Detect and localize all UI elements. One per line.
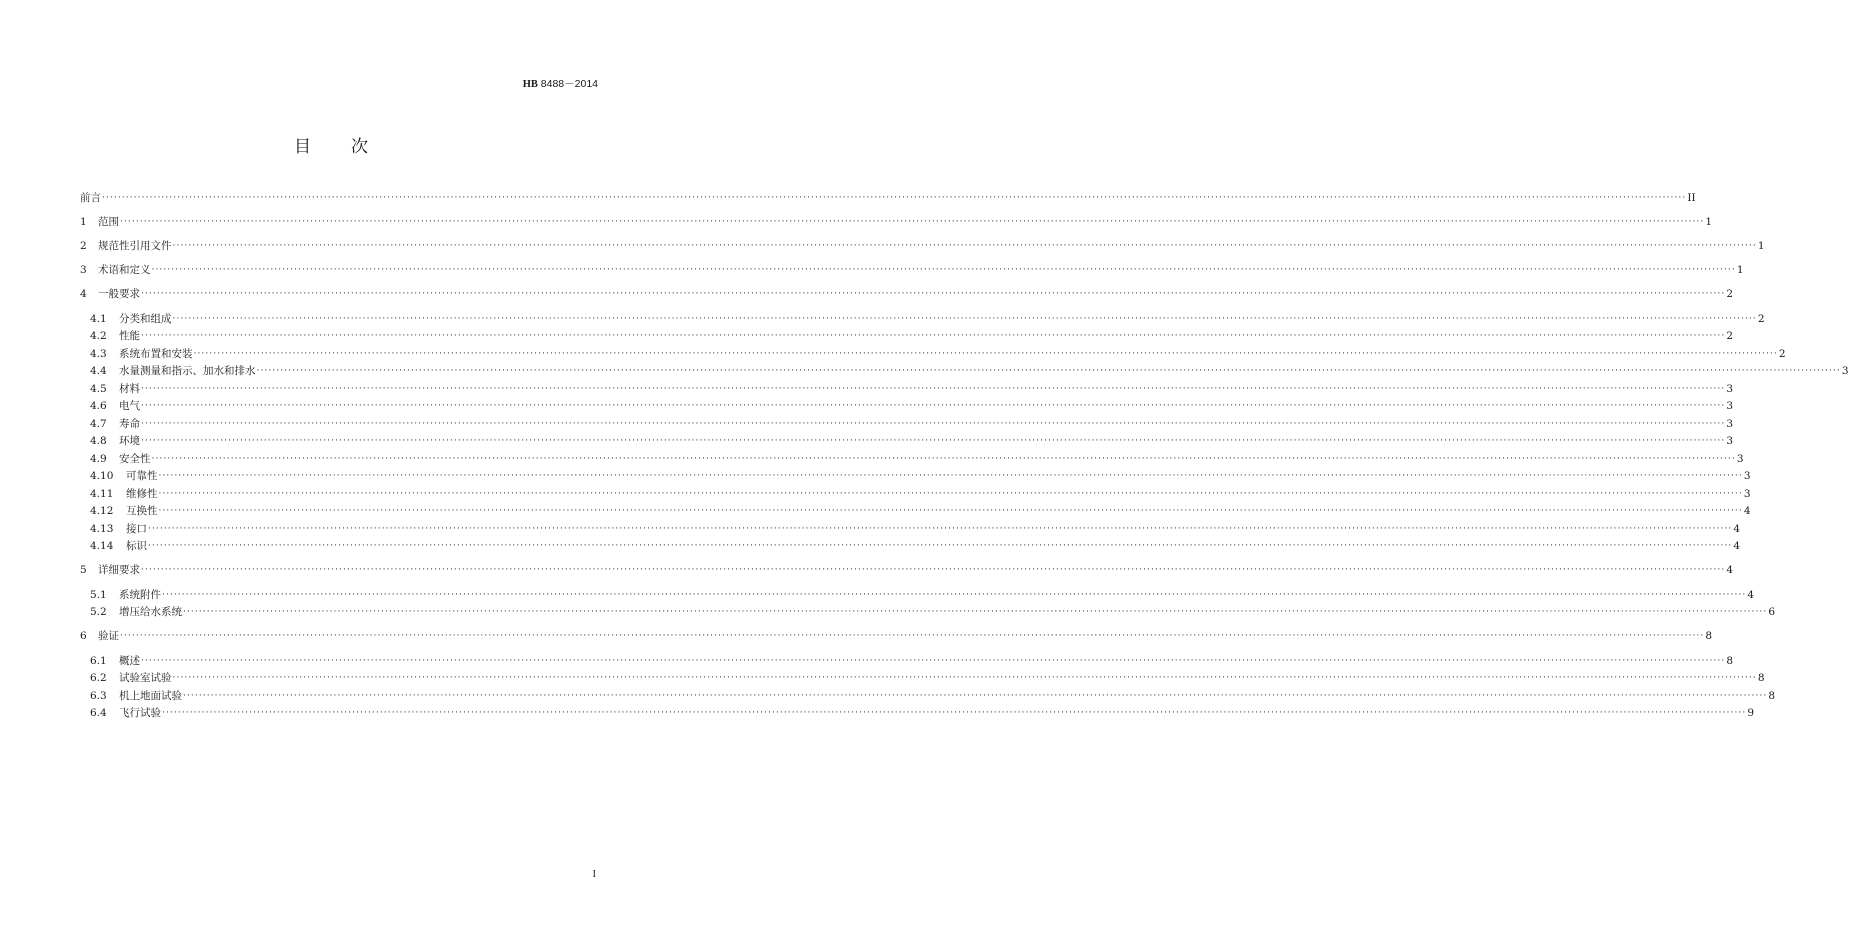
toc-entry[interactable]	[90, 347, 1786, 361]
toc-entry-page: 4	[1743, 505, 1751, 517]
toc-entry-label: 范围	[98, 216, 119, 228]
toc-entry-number: 4.3	[90, 348, 107, 360]
toc-entry-page: 4	[1733, 540, 1741, 552]
toc-entry[interactable]	[90, 671, 1765, 685]
toc-entry-number: 6.3	[90, 690, 107, 702]
toc-entry[interactable]	[80, 563, 1734, 577]
toc-entry[interactable]	[90, 452, 1744, 466]
toc-entry-label: 标识	[126, 540, 147, 552]
toc-entry[interactable]	[90, 487, 1751, 501]
title-char-2: 次	[351, 137, 368, 157]
toc-entry[interactable]	[90, 434, 1734, 448]
dot-leader: ················································································································································································································································································································································································································	[141, 289, 1726, 299]
toc-entry-page: 3	[1726, 400, 1734, 412]
toc-entry-page: II	[1687, 192, 1696, 204]
toc-entry[interactable]	[90, 399, 1734, 413]
toc-entry-number: 4.10	[90, 470, 114, 482]
toc-entry-label: 寿命	[119, 418, 140, 430]
toc-entry-number: 5	[80, 564, 87, 576]
dot-leader: ················································································································································································································································································································································································································	[172, 314, 1757, 324]
toc-entry-page: 8	[1757, 672, 1765, 684]
dot-leader: ················································································································································································································································································································································································································	[141, 384, 1726, 394]
toc-entry[interactable]	[80, 263, 1744, 277]
toc-entry-label: 安全性	[119, 453, 151, 465]
dot-leader: ················································································································································································································································································································································································································	[151, 454, 1736, 464]
standard-prefix: HB	[522, 79, 538, 90]
toc-entry-number: 4.9	[90, 453, 107, 465]
toc-entry-page: 1	[1705, 216, 1713, 228]
toc-entry-number: 4.4	[90, 365, 107, 377]
toc-entry-label: 试验室试验	[119, 672, 172, 684]
title-char-1: 目	[294, 137, 311, 157]
toc-entry-page: 4	[1726, 564, 1734, 576]
toc-entry-number: 4.12	[90, 505, 114, 517]
toc-entry[interactable]	[90, 504, 1751, 518]
toc-entry-number: 4.2	[90, 330, 107, 342]
toc-entry[interactable]	[80, 629, 1713, 643]
toc-entry-label: 环境	[119, 435, 140, 447]
dot-leader: ················································································································································································································································································································································································································	[151, 265, 1736, 275]
dot-leader: ················································································································································································································································································································································································································	[172, 673, 1757, 683]
toc-entry-number: 6.4	[90, 707, 107, 719]
dot-leader: ················································································································································································································································································································································································································	[158, 489, 1743, 499]
toc-entry-page: 8	[1768, 690, 1776, 702]
toc-entry-page: 6	[1768, 606, 1776, 618]
dot-leader: ················································································································································································································································································································································································································	[120, 631, 1705, 641]
toc-entry-page: 2	[1778, 348, 1786, 360]
toc-entry[interactable]	[90, 539, 1741, 553]
toc-entry-label: 材料	[119, 383, 140, 395]
toc-entry-page: 1	[1736, 264, 1744, 276]
toc-entry-label: 维修性	[126, 488, 158, 500]
toc-entry-page: 8	[1726, 655, 1734, 667]
dot-leader: ················································································································································································································································································································································································································	[148, 524, 1733, 534]
dot-leader: ················································································································································································································································································································································································································	[148, 541, 1733, 551]
dot-leader: ················································································································································································································································································································································································································	[193, 349, 1778, 359]
toc-entry-page: 3	[1841, 365, 1849, 377]
dot-leader: ················································································································································································································································································································································································································	[183, 691, 1768, 701]
toc-entry[interactable]	[90, 689, 1776, 703]
dot-leader: ················································································································································································································································································································································································································	[256, 366, 1841, 376]
dot-leader: ················································································································································································································································································································································································································	[141, 401, 1726, 411]
toc-entry-number: 4	[80, 288, 87, 300]
toc-entry-page: 8	[1705, 630, 1713, 642]
toc-entry[interactable]	[90, 605, 1776, 619]
toc-entry-label: 接口	[126, 523, 147, 535]
toc-entry-label: 验证	[98, 630, 119, 642]
toc-entry-label: 互换性	[126, 505, 158, 517]
toc-entry[interactable]	[90, 329, 1734, 343]
toc-entry-page: 3	[1726, 418, 1734, 430]
toc-entry-number: 4.6	[90, 400, 107, 412]
toc-entry-label: 可靠性	[126, 470, 158, 482]
toc-entry-page: 3	[1726, 435, 1734, 447]
toc-entry[interactable]	[90, 417, 1734, 431]
toc-entry-number: 2	[80, 240, 87, 252]
toc-entry-number: 6	[80, 630, 87, 642]
toc-entry-number: 5.2	[90, 606, 107, 618]
dot-leader: ················································································································································································································································································································································································································	[158, 506, 1743, 516]
toc-entry-label: 术语和定义	[98, 264, 151, 276]
toc-entry-number: 4.1	[90, 313, 107, 325]
toc-entry-label: 规范性引用文件	[98, 240, 172, 252]
toc-entry-label: 详细要求	[98, 564, 140, 576]
toc-entry-label: 水量测量和指示、加水和排水	[119, 365, 256, 377]
toc-entry-number: 4.5	[90, 383, 107, 395]
toc-entry-label: 前言	[80, 192, 101, 204]
toc-entry[interactable]	[80, 287, 1734, 301]
toc-entry-page: 4	[1747, 589, 1755, 601]
toc-entry-page: 1	[1757, 240, 1765, 252]
toc-entry-number: 3	[80, 264, 87, 276]
toc-entry-label: 电气	[119, 400, 140, 412]
toc-entry-page: 2	[1726, 330, 1734, 342]
toc-entry-page: 2	[1726, 288, 1734, 300]
toc-entry-label: 增压给水系统	[119, 606, 182, 618]
dot-leader: ················································································································································································································································································································································································································	[162, 590, 1747, 600]
page-title	[0, 132, 662, 157]
toc-entry-label: 飞行试验	[119, 707, 161, 719]
toc-entry-page: 9	[1747, 707, 1755, 719]
page-number: I	[592, 869, 596, 880]
dot-leader: ················································································································································································································································································································································································································	[141, 565, 1726, 575]
toc-entry-number: 6.1	[90, 655, 107, 667]
toc-entry[interactable]	[90, 588, 1755, 602]
toc-entry[interactable]	[80, 239, 1765, 253]
toc-entry-label: 概述	[119, 655, 140, 667]
toc-entry-page: 2	[1757, 313, 1765, 325]
dot-leader: ················································································································································································································································································································································································································	[120, 217, 1705, 227]
toc-entry-number: 1	[80, 216, 87, 228]
toc-entry-page: 3	[1736, 453, 1744, 465]
document-code	[523, 76, 598, 91]
dot-leader: ················································································································································································································································································································································································································	[158, 471, 1743, 481]
toc-entry[interactable]	[90, 364, 1849, 378]
dot-leader: ················································································································································································································································································································································································································	[183, 607, 1768, 617]
toc-entry[interactable]	[90, 654, 1734, 668]
toc-entry-number: 4.8	[90, 435, 107, 447]
toc-entry-label: 分类和组成	[119, 313, 172, 325]
dot-leader: ················································································································································································································································································································································································································	[141, 331, 1726, 341]
toc-entry-label: 系统附件	[119, 589, 161, 601]
toc-entry-number: 4.11	[90, 488, 114, 500]
toc-entry-number: 4.14	[90, 540, 114, 552]
dot-leader: ················································································································································································································································································································································································································	[172, 241, 1757, 251]
toc-entry[interactable]	[80, 215, 1713, 229]
toc-entry-number: 4.7	[90, 418, 107, 430]
toc-entry-page: 3	[1743, 488, 1751, 500]
toc-entry[interactable]	[90, 312, 1765, 326]
toc-entry-page: 4	[1733, 523, 1741, 535]
toc-entry-page: 3	[1743, 470, 1751, 482]
toc-entry[interactable]	[90, 382, 1734, 396]
standard-number: 8488－2014	[537, 78, 598, 90]
toc-entry[interactable]	[80, 191, 1696, 205]
toc-entry[interactable]	[90, 706, 1755, 720]
dot-leader: ················································································································································································································································································································································································································	[141, 656, 1726, 666]
toc-entry-number: 4.13	[90, 523, 114, 535]
toc-entry[interactable]	[90, 522, 1741, 536]
dot-leader: ················································································································································································································································································································································································································	[102, 193, 1687, 203]
toc-entry-label: 系统布置和安装	[119, 348, 193, 360]
toc-entry[interactable]	[90, 469, 1751, 483]
dot-leader: ················································································································································································································································································································································································································	[141, 436, 1726, 446]
toc-entry-label: 机上地面试验	[119, 690, 182, 702]
toc-entry-label: 一般要求	[98, 288, 140, 300]
toc-entry-page: 3	[1726, 383, 1734, 395]
toc-entry-label: 性能	[119, 330, 140, 342]
dot-leader: ················································································································································································································································································································································································································	[141, 419, 1726, 429]
toc-entry-number: 6.2	[90, 672, 107, 684]
dot-leader: ················································································································································································································································································································································································································	[162, 708, 1747, 718]
toc-entry-number: 5.1	[90, 589, 107, 601]
